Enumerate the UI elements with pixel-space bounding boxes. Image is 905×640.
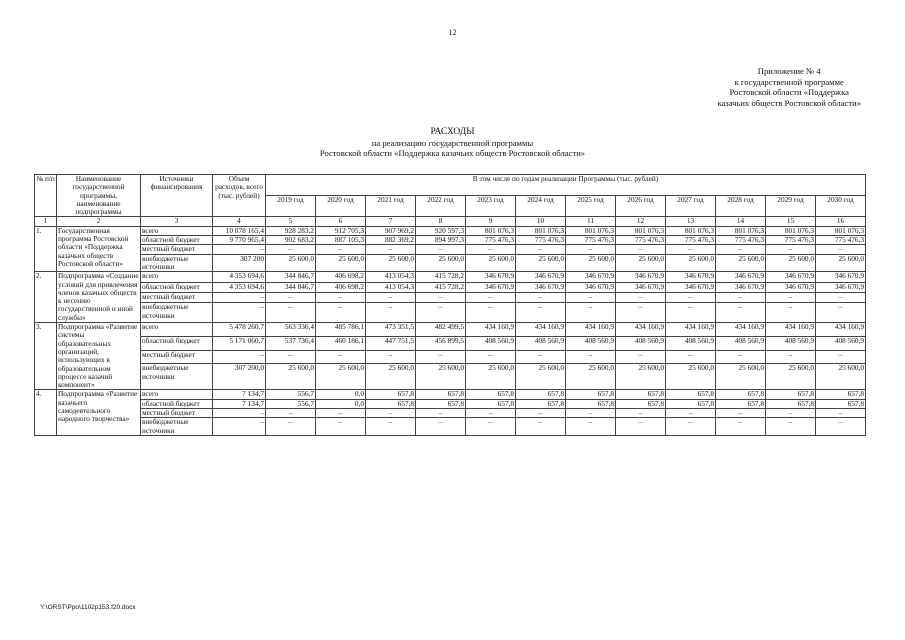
year-amount: 801 076,3 <box>516 226 566 235</box>
year-amount: 801 076,3 <box>816 226 866 235</box>
table-row <box>35 254 866 272</box>
total-amount: 307 200,0 <box>213 364 266 390</box>
year-amount: – <box>466 245 516 254</box>
year-amount: 408 560,9 <box>816 336 866 350</box>
year-amount: 25 600,0 <box>666 254 716 272</box>
year-amount: – <box>416 350 466 364</box>
year-amount: 775 476,3 <box>816 236 866 245</box>
year-amount: 775 476,3 <box>466 236 516 245</box>
year-amount: 434 160,9 <box>516 323 566 337</box>
year-amount: 0,0 <box>316 399 366 408</box>
year-amount: 25 600,0 <box>416 364 466 390</box>
year-amount: – <box>666 350 716 364</box>
year-amount: 801 076,3 <box>766 226 816 235</box>
year-amount: – <box>416 245 466 254</box>
year-amount: – <box>766 418 816 436</box>
year-amount: 25 600,0 <box>616 364 666 390</box>
year-amount: 657,8 <box>416 390 466 399</box>
column-index: 10 <box>516 217 566 226</box>
file-path-footer: Y:\ORST\Ppo\1102p153.f20.docx <box>40 604 136 611</box>
year-amount: – <box>716 409 766 418</box>
funding-source: местный бюджет <box>141 409 213 418</box>
year-amount: 408 560,9 <box>716 336 766 350</box>
year-amount: 657,8 <box>816 390 866 399</box>
year-amount: 657,8 <box>616 390 666 399</box>
year-amount: – <box>316 245 366 254</box>
year-amount: – <box>416 293 466 303</box>
column-index: 3 <box>141 217 213 226</box>
year-amount: – <box>366 409 416 418</box>
year-amount: – <box>666 293 716 303</box>
year-amount: 657,8 <box>516 399 566 408</box>
column-index: 15 <box>766 217 816 226</box>
year-amount: – <box>366 245 416 254</box>
year-amount: 460 186,1 <box>316 336 366 350</box>
header-year: 2029 год <box>766 196 816 217</box>
year-amount: 346 670,9 <box>566 272 616 282</box>
header-year: 2030 год <box>816 196 866 217</box>
program-name: Подпрограмма «Развитие системы образовательных организаций, использующих в образовательном процессе казачий компонент» <box>57 323 141 390</box>
title-line: РАСХОДЫ <box>430 127 475 137</box>
table-row <box>35 323 866 337</box>
year-amount: 25 600,0 <box>516 364 566 390</box>
table-row <box>35 293 866 303</box>
year-amount: 657,8 <box>716 390 766 399</box>
year-amount: – <box>516 303 566 323</box>
header-name: Наименование государственной программы, наименование подпрограммы <box>57 175 141 217</box>
year-amount: 657,8 <box>516 390 566 399</box>
year-amount: 25 600,0 <box>516 254 566 272</box>
year-amount: – <box>316 409 366 418</box>
year-amount: 434 160,9 <box>666 323 716 337</box>
header-year: 2026 год <box>616 196 666 217</box>
table-body <box>35 226 866 435</box>
year-amount: 775 476,3 <box>666 236 716 245</box>
year-amount: 657,8 <box>766 399 816 408</box>
total-amount: – <box>213 418 266 436</box>
year-amount: – <box>516 293 566 303</box>
total-amount: 9 770 965,4 <box>213 236 266 245</box>
header-total: Объем расходов, всего (тыс. рублей) <box>213 175 266 217</box>
table-row <box>35 336 866 350</box>
year-amount: 346 670,9 <box>666 282 716 292</box>
row-number: 1. <box>35 226 57 271</box>
year-amount: 346 670,9 <box>666 272 716 282</box>
header-year: 2027 год <box>666 196 716 217</box>
column-index: 9 <box>466 217 516 226</box>
year-amount: – <box>766 350 816 364</box>
year-amount: 434 160,9 <box>616 323 666 337</box>
year-amount: – <box>616 409 666 418</box>
year-amount: 25 600,0 <box>316 364 366 390</box>
year-amount: 25 600,0 <box>566 254 616 272</box>
year-amount: 657,8 <box>466 399 516 408</box>
year-amount: 434 160,9 <box>566 323 616 337</box>
year-amount: – <box>716 350 766 364</box>
column-index: 12 <box>616 217 666 226</box>
page-number: 12 <box>448 28 457 37</box>
table-row <box>35 390 866 399</box>
year-amount: – <box>566 293 616 303</box>
funding-source: местный бюджет <box>141 245 213 254</box>
column-index: 2 <box>57 217 141 226</box>
year-amount: 346 670,9 <box>766 272 816 282</box>
funding-source: областной бюджет <box>141 399 213 408</box>
year-amount: 920 597,3 <box>416 226 466 235</box>
year-amount: 434 160,9 <box>816 323 866 337</box>
year-amount: – <box>466 418 516 436</box>
row-number: 2. <box>35 272 57 323</box>
year-amount: – <box>766 303 816 323</box>
year-amount: 556,7 <box>266 399 316 408</box>
year-amount: – <box>366 303 416 323</box>
year-amount: 657,8 <box>716 399 766 408</box>
year-amount: 801 076,3 <box>666 226 716 235</box>
year-amount: – <box>266 409 316 418</box>
funding-source: областной бюджет <box>141 336 213 350</box>
year-amount: – <box>716 293 766 303</box>
year-amount: – <box>266 303 316 323</box>
total-amount: 5 171 060,7 <box>213 336 266 350</box>
column-index: 13 <box>666 217 716 226</box>
funding-source: областной бюджет <box>141 282 213 292</box>
year-amount: 346 670,9 <box>466 282 516 292</box>
year-amount: 408 560,9 <box>616 336 666 350</box>
year-amount: – <box>816 409 866 418</box>
year-amount: – <box>566 418 616 436</box>
year-amount: 25 600,0 <box>816 254 866 272</box>
year-amount: – <box>766 245 816 254</box>
year-amount: 25 600,0 <box>266 254 316 272</box>
year-amount: 25 600,0 <box>366 364 416 390</box>
year-amount: 346 670,9 <box>616 272 666 282</box>
header-years-caption: В том числе по годам реализации Программы (тыс. рублей) <box>266 175 866 196</box>
year-amount: – <box>516 409 566 418</box>
year-amount: 801 076,3 <box>466 226 516 235</box>
year-amount: 25 600,0 <box>816 364 866 390</box>
year-amount: 894 997,3 <box>416 236 466 245</box>
year-amount: – <box>816 350 866 364</box>
appendix-line: Приложение № 4 <box>757 66 821 76</box>
total-amount: – <box>213 245 266 254</box>
year-amount: 912 705,3 <box>316 226 366 235</box>
year-amount: – <box>566 303 616 323</box>
year-amount: 482 499,5 <box>416 323 466 337</box>
total-amount: – <box>213 350 266 364</box>
header-year: 2020 год <box>316 196 366 217</box>
year-amount: – <box>716 418 766 436</box>
year-amount: 456 899,5 <box>416 336 466 350</box>
year-amount: – <box>666 418 716 436</box>
year-amount: – <box>366 350 416 364</box>
year-amount: – <box>266 293 316 303</box>
total-amount: 307 200 <box>213 254 266 272</box>
table-row <box>35 418 866 436</box>
year-amount: 657,8 <box>766 390 816 399</box>
header-num: № п/п <box>35 175 57 217</box>
header-year: 2023 год <box>466 196 516 217</box>
funding-source: областной бюджет <box>141 236 213 245</box>
year-amount: – <box>416 303 466 323</box>
year-amount: 657,8 <box>566 390 616 399</box>
year-amount: 25 600,0 <box>716 364 766 390</box>
row-number: 3. <box>35 323 57 390</box>
expenses-table <box>34 174 866 436</box>
total-amount: 7 134,7 <box>213 390 266 399</box>
header-year: 2028 год <box>716 196 766 217</box>
year-amount: 346 670,9 <box>816 282 866 292</box>
year-amount: – <box>766 409 816 418</box>
year-amount: 346 670,9 <box>716 272 766 282</box>
year-amount: 406 698,2 <box>316 272 366 282</box>
total-amount: – <box>213 303 266 323</box>
year-amount: 473 351,5 <box>366 323 416 337</box>
year-amount: 406 698,2 <box>316 282 366 292</box>
year-amount: 25 600,0 <box>366 254 416 272</box>
year-amount: 928 283,2 <box>266 226 316 235</box>
year-amount: 346 670,9 <box>516 272 566 282</box>
funding-source: внебюджетные источники <box>141 254 213 272</box>
funding-source: всего <box>141 390 213 399</box>
year-amount: – <box>316 303 366 323</box>
funding-source: внебюджетные источники <box>141 303 213 323</box>
year-amount: 25 600,0 <box>466 254 516 272</box>
column-index: 11 <box>566 217 616 226</box>
column-index: 16 <box>816 217 866 226</box>
year-amount: 415 728,2 <box>416 282 466 292</box>
year-amount: – <box>616 418 666 436</box>
year-amount: 408 560,9 <box>466 336 516 350</box>
table-row <box>35 364 866 390</box>
year-amount: – <box>566 245 616 254</box>
total-amount: – <box>213 293 266 303</box>
year-amount: 346 670,9 <box>716 282 766 292</box>
year-amount: 25 600,0 <box>416 254 466 272</box>
year-amount: – <box>816 418 866 436</box>
year-amount: – <box>416 418 466 436</box>
year-amount: 413 054,3 <box>366 282 416 292</box>
year-amount: – <box>566 409 616 418</box>
year-amount: – <box>666 409 716 418</box>
year-amount: 485 786,1 <box>316 323 366 337</box>
year-amount: 775 476,3 <box>716 236 766 245</box>
year-amount: 657,8 <box>366 399 416 408</box>
year-amount: – <box>666 303 716 323</box>
year-amount: 434 160,9 <box>716 323 766 337</box>
appendix-line: к государственной программе <box>734 76 844 87</box>
year-amount: 25 600,0 <box>566 364 616 390</box>
program-name: Подпрограмма «Развитие казачьего самодеятельного народного творчества» <box>57 390 141 435</box>
year-amount: 801 076,3 <box>566 226 616 235</box>
year-amount: 434 160,9 <box>466 323 516 337</box>
row-number: 4. <box>35 390 57 435</box>
total-amount: 10 078 165,4 <box>213 226 266 235</box>
year-amount: – <box>566 350 616 364</box>
column-index: 5 <box>266 217 316 226</box>
header-year: 2024 год <box>516 196 566 217</box>
total-amount: – <box>213 409 266 418</box>
year-amount: – <box>266 418 316 436</box>
year-amount: 556,7 <box>266 390 316 399</box>
year-amount: 887 105,3 <box>316 236 366 245</box>
year-amount: 882 369,2 <box>366 236 416 245</box>
year-amount: 346 670,9 <box>566 282 616 292</box>
year-amount: 408 560,9 <box>666 336 716 350</box>
year-amount: 346 670,9 <box>516 282 566 292</box>
year-amount: – <box>366 418 416 436</box>
year-amount: – <box>516 245 566 254</box>
year-amount: – <box>466 409 516 418</box>
year-amount: – <box>466 350 516 364</box>
appendix-caption <box>717 66 861 108</box>
column-index-row <box>35 217 866 226</box>
year-amount: 775 476,3 <box>566 236 616 245</box>
year-amount: 801 076,3 <box>616 226 666 235</box>
header-year: 2025 год <box>566 196 616 217</box>
program-name: Подпрограмма «Создание условий для привлечения членов казачьих обществ к несению государственной и иной службы» <box>58 271 139 322</box>
year-amount: 408 560,9 <box>516 336 566 350</box>
year-amount: – <box>366 293 416 303</box>
total-amount: 7 134,7 <box>213 399 266 408</box>
total-amount: 4 353 694,6 <box>213 272 266 282</box>
year-amount: – <box>316 418 366 436</box>
year-amount: 25 600,0 <box>266 364 316 390</box>
year-amount: – <box>716 245 766 254</box>
year-amount: 346 670,9 <box>616 282 666 292</box>
funding-source: всего <box>141 323 213 337</box>
year-amount: 25 600,0 <box>316 254 366 272</box>
year-amount: 346 670,9 <box>766 282 816 292</box>
funding-source: местный бюджет <box>141 293 213 303</box>
year-amount: 0,0 <box>316 390 366 399</box>
year-amount: – <box>766 293 816 303</box>
year-amount: 408 560,9 <box>566 336 616 350</box>
year-amount: – <box>316 293 366 303</box>
year-amount: – <box>616 245 666 254</box>
year-amount: – <box>266 245 316 254</box>
table-row <box>35 272 866 282</box>
year-amount: 907 969,2 <box>366 226 416 235</box>
year-amount: 775 476,3 <box>766 236 816 245</box>
header-sources: Источники финансирования <box>141 175 213 217</box>
table-row <box>35 245 866 254</box>
year-amount: 344 846,7 <box>266 282 316 292</box>
year-amount: 657,8 <box>666 399 716 408</box>
year-amount: – <box>316 350 366 364</box>
year-amount: – <box>616 350 666 364</box>
appendix-line: казачьих обществ Ростовской области» <box>717 97 861 108</box>
year-amount: 25 600,0 <box>666 364 716 390</box>
year-amount: – <box>516 350 566 364</box>
year-amount: 657,8 <box>466 390 516 399</box>
year-amount: – <box>416 409 466 418</box>
title-line: Ростовской области «Поддержка казачьих обществ Ростовской области» <box>319 148 586 158</box>
year-amount: – <box>816 293 866 303</box>
funding-source: местный бюджет <box>141 350 213 364</box>
column-index: 7 <box>366 217 416 226</box>
table-row <box>35 303 866 323</box>
year-amount: – <box>266 350 316 364</box>
year-amount: – <box>516 418 566 436</box>
year-amount: 447 751,5 <box>366 336 416 350</box>
year-amount: 775 476,3 <box>616 236 666 245</box>
funding-source: всего <box>141 272 213 282</box>
year-amount: 344 846,7 <box>266 272 316 282</box>
table-row <box>35 282 866 292</box>
document-title <box>0 127 905 159</box>
funding-source: внебюджетные источники <box>141 418 213 436</box>
year-amount: 434 160,9 <box>766 323 816 337</box>
year-amount: 537 736,4 <box>266 336 316 350</box>
year-amount: 25 600,0 <box>466 364 516 390</box>
column-index: 14 <box>716 217 766 226</box>
year-amount: 25 600,0 <box>616 254 666 272</box>
year-amount: – <box>616 303 666 323</box>
total-amount: 5 478 260,7 <box>213 323 266 337</box>
total-amount: 4 353 694,6 <box>213 282 266 292</box>
year-amount: 657,8 <box>616 399 666 408</box>
year-amount: 563 336,4 <box>266 323 316 337</box>
program-name: Государственная программа Ростовской области «Поддержка казачьих обществ Ростовской области» <box>57 226 141 271</box>
header-year: 2022 год <box>416 196 466 217</box>
column-index: 8 <box>416 217 466 226</box>
title-line: на реализацию государственной программы <box>371 137 534 148</box>
funding-source: внебюджетные источники <box>141 364 213 390</box>
column-index: 6 <box>316 217 366 226</box>
year-amount: 657,8 <box>566 399 616 408</box>
year-amount: – <box>816 245 866 254</box>
year-amount: 413 054,3 <box>366 272 416 282</box>
year-amount: 25 600,0 <box>716 254 766 272</box>
header-year: 2019 год <box>266 196 316 217</box>
year-amount: 657,8 <box>816 399 866 408</box>
year-amount: 902 683,2 <box>266 236 316 245</box>
year-amount: 657,8 <box>666 390 716 399</box>
year-amount: – <box>466 303 516 323</box>
column-index: 1 <box>35 217 57 226</box>
funding-source: всего <box>141 226 213 235</box>
year-amount: – <box>616 293 666 303</box>
year-amount: 346 670,9 <box>466 272 516 282</box>
year-amount: 25 600,0 <box>766 364 816 390</box>
year-amount: – <box>466 293 516 303</box>
year-amount: 775 476,3 <box>516 236 566 245</box>
year-amount: – <box>716 303 766 323</box>
year-amount: – <box>816 303 866 323</box>
year-amount: – <box>666 245 716 254</box>
column-index: 4 <box>213 217 266 226</box>
year-amount: 801 076,3 <box>716 226 766 235</box>
year-amount: 408 560,9 <box>766 336 816 350</box>
header-year: 2021 год <box>366 196 416 217</box>
year-amount: 415 728,2 <box>416 272 466 282</box>
year-amount: 657,8 <box>416 399 466 408</box>
appendix-line: Ростовской области «Поддержка <box>729 87 849 97</box>
year-amount: 25 600,0 <box>766 254 816 272</box>
year-amount: 346 670,9 <box>816 272 866 282</box>
year-amount: 657,8 <box>366 390 416 399</box>
table-row <box>35 350 866 364</box>
